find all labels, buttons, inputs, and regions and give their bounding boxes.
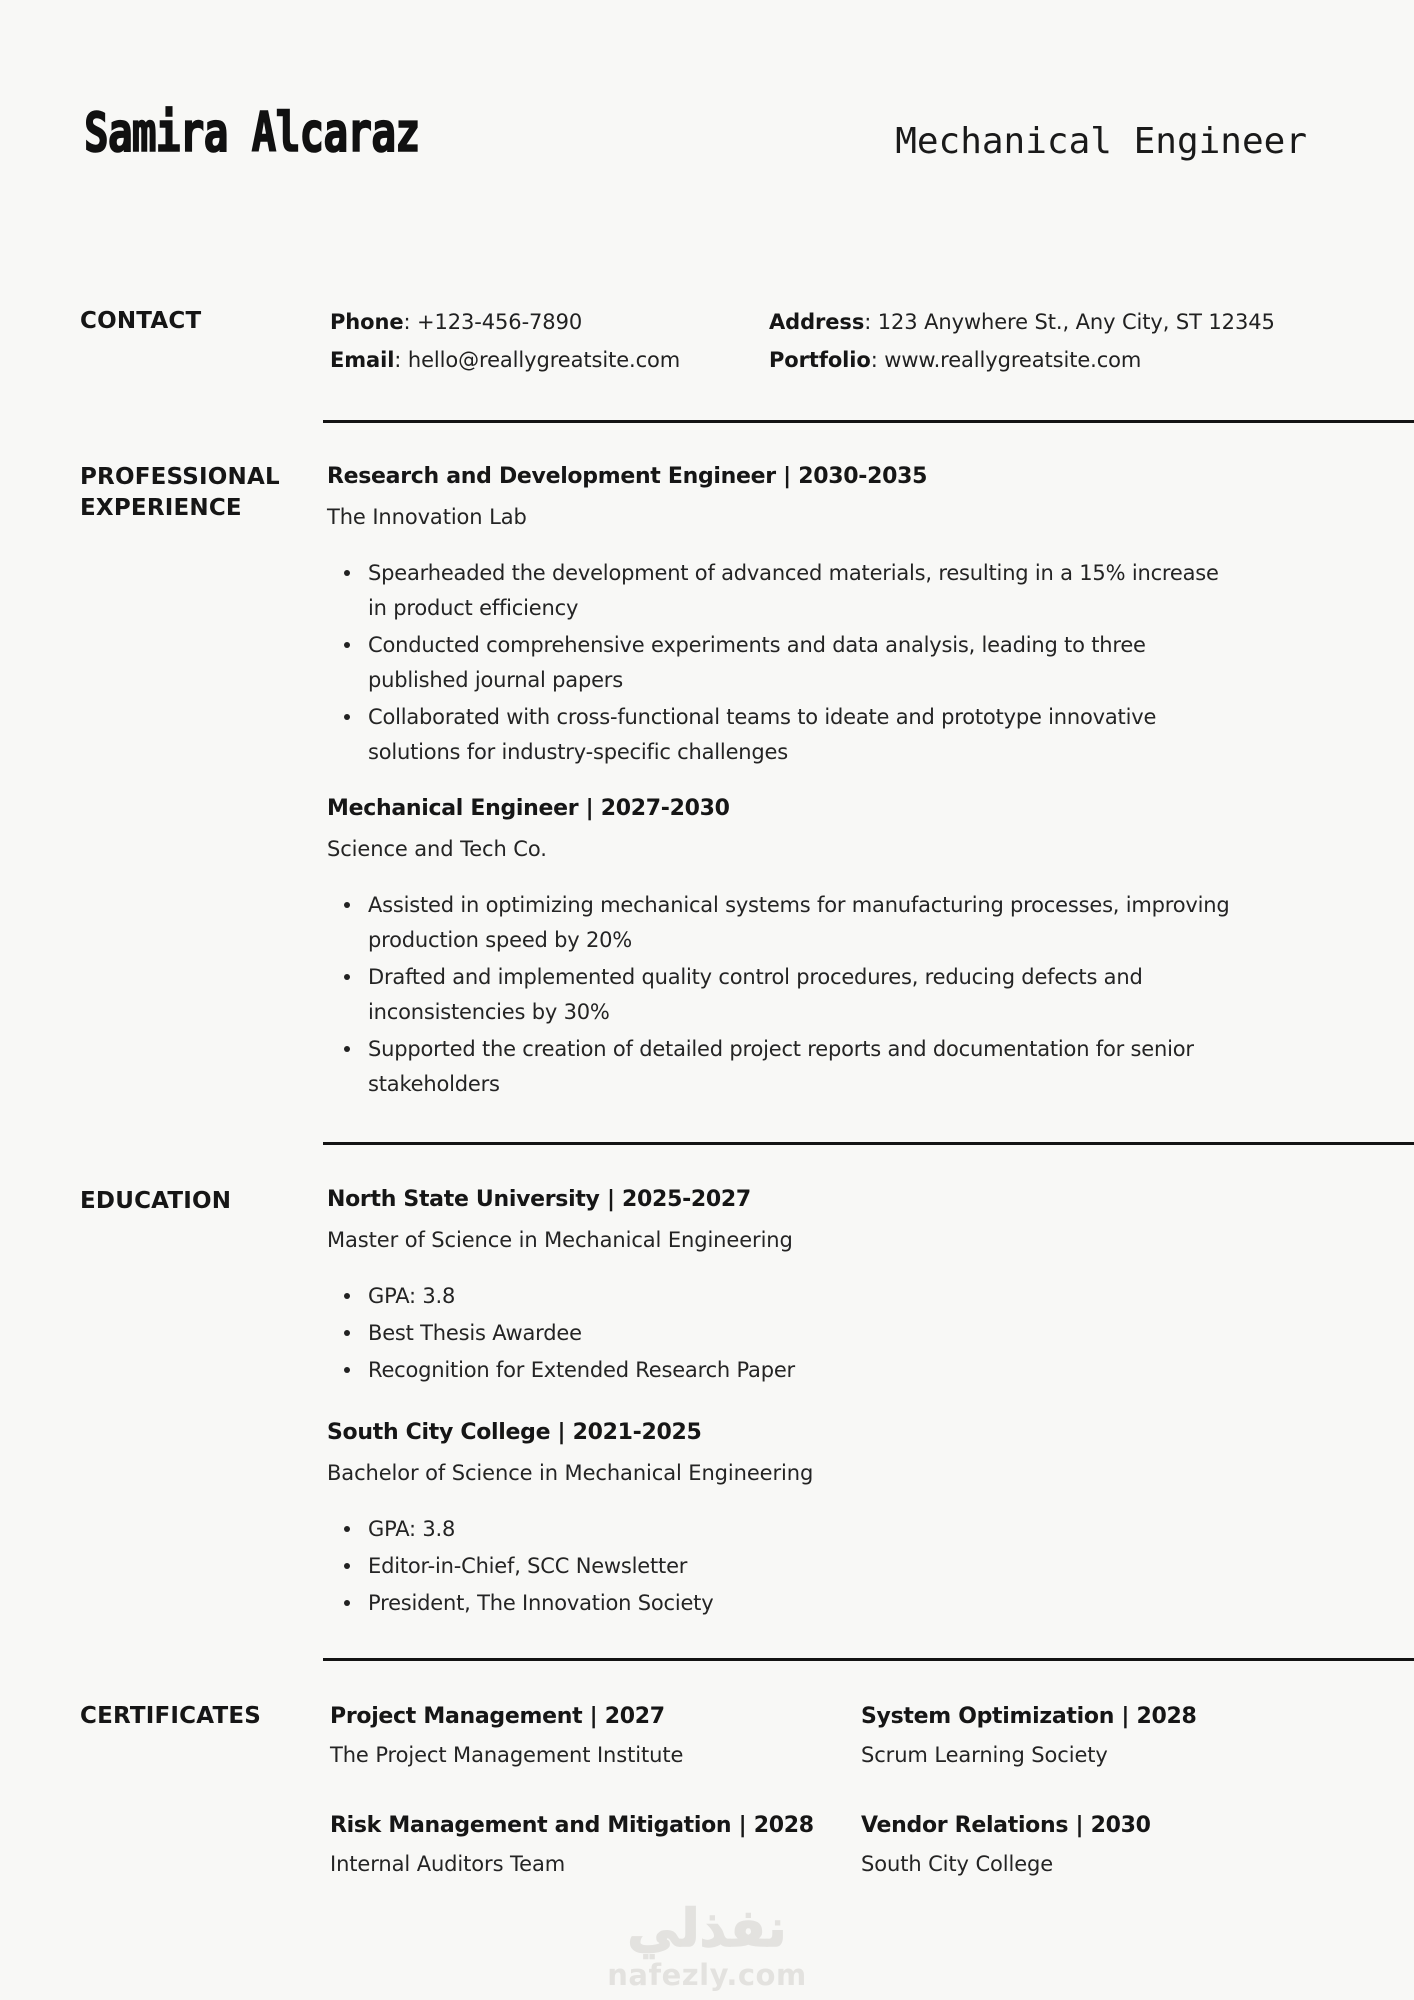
certificate-org: South City College: [861, 1852, 1054, 1876]
list-item-text: Conducted comprehensive experiments and data analysis, leading to three published journal papers: [368, 633, 1146, 692]
list-item: [327, 556, 1237, 626]
bullet-dot-icon: [344, 1526, 350, 1532]
divider-line: [323, 1142, 1414, 1145]
list-item: [327, 628, 1237, 698]
colon: :: [864, 310, 872, 334]
list-item-text: Supported the creation of detailed project reports and documentation for senior stakeholders: [368, 1037, 1194, 1096]
list-item: [327, 1279, 1237, 1314]
contact-phone-value: +123-456-7890: [417, 310, 583, 334]
bullet-dot-icon: [344, 570, 350, 576]
list-item: [327, 1512, 1237, 1547]
education-school-2: [327, 1418, 1414, 1621]
contact-section: [327, 303, 1414, 393]
contact-portfolio: [769, 341, 1141, 379]
job-bullet-list: [327, 888, 1237, 1102]
contact-portfolio-label: Portfolio: [769, 348, 871, 372]
experience-job-2: [327, 794, 1414, 1102]
section-label-experience: PROFESSIONAL EXPERIENCE: [80, 464, 280, 521]
divider-line: [323, 1658, 1414, 1661]
person-role: Mechanical Engineer: [895, 121, 1307, 162]
bullet-dot-icon: [344, 642, 350, 648]
bullet-dot-icon: [344, 1600, 350, 1606]
education-school-1: [327, 1185, 1414, 1388]
list-item-text: President, The Innovation Society: [368, 1591, 714, 1615]
job-company: Science and Tech Co.: [327, 837, 547, 861]
list-item-text: Assisted in optimizing mechanical systems for manufacturing processes, improving production speed by 20%: [368, 893, 1230, 952]
contact-address-label: Address: [769, 310, 865, 334]
colon: :: [403, 310, 411, 334]
school-bullet-list: [327, 1279, 1237, 1388]
experience-job-1: [327, 462, 1414, 770]
watermark-domain: nafezly.com: [607, 1958, 807, 1992]
contact-email-value: hello@reallygreatsite.com: [407, 348, 681, 372]
school-degree: Bachelor of Science in Mechanical Engineering: [327, 1461, 814, 1485]
list-item: [327, 1353, 1237, 1388]
job-heading: Research and Development Engineer | 2030-2035: [327, 464, 928, 489]
certificate-heading: Vendor Relations | 2030: [861, 1813, 1151, 1838]
section-label-certificates: CERTIFICATES: [80, 1703, 262, 1729]
bullet-dot-icon: [344, 1293, 350, 1299]
divider-line: [323, 420, 1414, 423]
bullet-dot-icon: [344, 714, 350, 720]
list-item: [327, 1586, 1237, 1621]
certificate-heading: Project Management | 2027: [330, 1704, 665, 1729]
contact-address-value: 123 Anywhere St., Any City, ST 12345: [877, 310, 1275, 334]
list-item-text: GPA: 3.8: [368, 1284, 456, 1308]
contact-email: [330, 341, 680, 379]
contact-portfolio-value: www.reallygreatsite.com: [884, 348, 1142, 372]
list-item-text: Editor-in-Chief, SCC Newsletter: [368, 1554, 688, 1578]
certificate-heading: System Optimization | 2028: [861, 1704, 1197, 1729]
certificates-section: [327, 1702, 1414, 1902]
watermark: [607, 1898, 806, 1990]
certificate-org: Internal Auditors Team: [330, 1852, 566, 1876]
certificate-item: [330, 1811, 850, 1879]
list-item-text: Drafted and implemented quality control procedures, reducing defects and inconsistencies by 30%: [368, 965, 1143, 1024]
certificate-item: [861, 1811, 1381, 1879]
list-item: [327, 960, 1237, 1030]
school-bullet-list: [327, 1512, 1237, 1621]
list-item: [327, 700, 1237, 770]
person-name: Samira Alcaraz: [84, 101, 420, 164]
list-item: [327, 1549, 1237, 1584]
certificate-org: Scrum Learning Society: [861, 1743, 1108, 1767]
bullet-dot-icon: [344, 1046, 350, 1052]
school-heading: North State University | 2025-2027: [327, 1187, 751, 1212]
list-item-text: Spearheaded the development of advanced materials, resulting in a 15% increase in product efficiency: [368, 561, 1219, 620]
job-company: The Innovation Lab: [327, 505, 527, 529]
bullet-dot-icon: [344, 902, 350, 908]
bullet-dot-icon: [344, 974, 350, 980]
school-degree: Master of Science in Mechanical Engineering: [327, 1228, 793, 1252]
bullet-dot-icon: [344, 1330, 350, 1336]
list-item-text: Recognition for Extended Research Paper: [368, 1358, 795, 1382]
certificate-org: The Project Management Institute: [330, 1743, 684, 1767]
contact-address: [769, 303, 1275, 341]
contact-phone: [330, 303, 582, 341]
bullet-dot-icon: [344, 1563, 350, 1569]
list-item-text: Best Thesis Awardee: [368, 1321, 582, 1345]
contact-email-label: Email: [330, 348, 395, 372]
job-heading: Mechanical Engineer | 2027-2030: [327, 796, 730, 821]
school-heading: South City College | 2021-2025: [327, 1420, 702, 1445]
section-label-contact: CONTACT: [80, 308, 202, 334]
contact-phone-label: Phone: [330, 310, 404, 334]
colon: :: [394, 348, 402, 372]
bullet-dot-icon: [344, 1367, 350, 1373]
list-item-text: GPA: 3.8: [368, 1517, 456, 1541]
certificate-item: [861, 1702, 1381, 1770]
nafezly-logo: نفذلي: [627, 1899, 787, 1959]
colon: :: [870, 348, 878, 372]
list-item: [327, 888, 1237, 958]
experience-section: [327, 462, 1414, 1104]
certificate-item: [330, 1702, 850, 1770]
list-item-text: Collaborated with cross-functional teams to ideate and prototype innovative solutions for industry-specific challenges: [368, 705, 1157, 764]
education-section: [327, 1185, 1414, 1623]
list-item: [327, 1316, 1237, 1351]
section-label-education: EDUCATION: [80, 1188, 232, 1214]
job-bullet-list: [327, 556, 1237, 770]
certificate-heading: Risk Management and Mitigation | 2028: [330, 1813, 814, 1838]
list-item: [327, 1032, 1237, 1102]
